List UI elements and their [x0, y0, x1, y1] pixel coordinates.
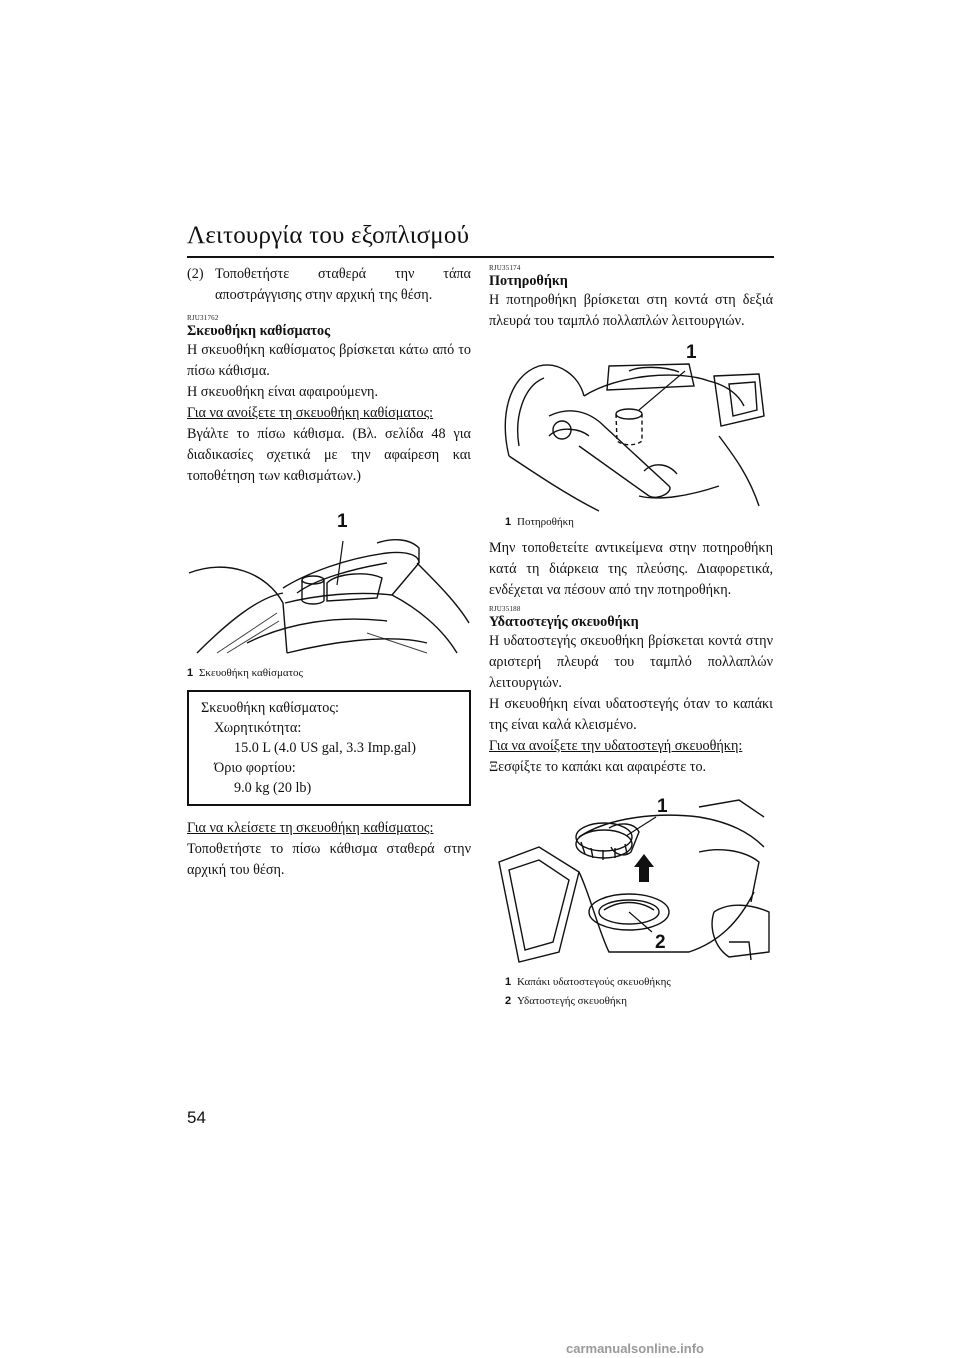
- step-2: [187, 264, 471, 306]
- page-number: 54: [187, 1108, 206, 1127]
- waterproof-storage-illustration: [489, 792, 773, 972]
- figure-caption: [187, 665, 471, 681]
- watermark: carmanualsonline.info: [566, 1341, 704, 1356]
- section-heading-seat-storage: Σκευοθήκη καθίσματος: [187, 323, 331, 339]
- caption-number: 2: [505, 995, 512, 1007]
- section-code: RJU31762: [187, 314, 219, 322]
- caption-text: Σκευοθήκη καθίσματος: [199, 667, 303, 679]
- figure-callout: 2: [655, 932, 666, 953]
- section-heading-waterproof-storage: Υδατοστεγής σκευοθήκη: [489, 614, 639, 630]
- spec-title: Σκευοθήκη καθίσματος:: [201, 700, 339, 716]
- subheading-open-seat-storage: Για να ανοίξετε τη σκευοθήκη καθίσματος:: [187, 405, 434, 421]
- seat-storage-illustration: [187, 503, 471, 663]
- figure-caption: [489, 974, 773, 990]
- paragraph: Η ποτηροθήκη βρίσκεται στη κοντά στη δεξιά πλευρά του ταμπλό πολλαπλών λειτουργιών.: [489, 292, 773, 329]
- caption-number: 1: [505, 976, 512, 988]
- spec-load-label: Όριο φορτίου:: [214, 760, 296, 776]
- caption-number: 1: [505, 516, 512, 528]
- right-column: [489, 264, 773, 1009]
- paragraph: Ξεσφίξτε το καπάκι και αφαιρέστε το.: [489, 759, 707, 775]
- section-heading-cup-holder: Ποτηροθήκη: [489, 273, 568, 289]
- caption-text: Ποτηροθήκη: [517, 516, 574, 528]
- spec-capacity-label: Χωρητικότητα:: [214, 720, 302, 736]
- seat-storage-figure: [187, 503, 471, 663]
- subheading-close-seat-storage: Για να κλείσετε τη σκευοθήκη καθίσματος:: [187, 820, 434, 836]
- figure-caption: [489, 514, 773, 530]
- cup-holder-illustration: [489, 346, 773, 514]
- section-code: RJU35188: [489, 605, 521, 613]
- paragraph-warning: Μην τοποθετείτε αντικείμενα στην ποτηροθήκη κατά τη διάρκεια της πλεύσης. Διαφορετικά, ενδέχεται να πέσουν από την ποτηροθήκη.: [489, 540, 773, 598]
- step-number: (2): [187, 266, 204, 282]
- step-text: Τοποθετήστε σταθερά την τάπα αποστράγγισης στην αρχική της θέση.: [215, 266, 471, 303]
- paragraph: Βγάλτε το πίσω κάθισμα. (Βλ. σελίδα 48 για διαδικασίες σχετικά με την αφαίρεση και τοποθέτηση των καθισμάτων.): [187, 426, 471, 484]
- cup-holder-figure: [489, 342, 773, 514]
- figure-caption: [489, 993, 773, 1009]
- paragraph: Η σκευοθήκη είναι υδατοστεγής όταν το καπάκι της είναι καλά κλεισμένο.: [489, 696, 773, 733]
- spec-box: [187, 690, 471, 806]
- figure-callout: 1: [686, 342, 697, 363]
- header-rule: [187, 256, 774, 258]
- subheading-open-waterproof-storage: Για να ανοίξετε την υδατοστεγή σκευοθήκη:: [489, 738, 743, 754]
- left-column: [187, 264, 471, 881]
- caption-number: 1: [187, 667, 194, 679]
- paragraph: Η σκευοθήκη καθίσματος βρίσκεται κάτω από το πίσω κάθισμα.: [187, 342, 471, 379]
- paragraph: Τοποθετήστε το πίσω κάθισμα σταθερά στην αρχική του θέση.: [187, 841, 471, 878]
- figure-callout: 1: [657, 796, 668, 817]
- spec-capacity-value: 15.0 L (4.0 US gal, 3.3 Imp.gal): [234, 740, 416, 756]
- section-code: RJU35174: [489, 264, 521, 272]
- waterproof-storage-figure: [489, 792, 773, 972]
- spec-load-value: 9.0 kg (20 lb): [234, 780, 312, 796]
- figure-callout: 1: [337, 511, 348, 532]
- paragraph: Η υδατοστεγής σκευοθήκη βρίσκεται κοντά στην αριστερή πλευρά του ταμπλό πολλαπλών λειτουργιών.: [489, 633, 773, 691]
- caption-text: Υδατοστεγής σκευοθήκη: [517, 995, 627, 1007]
- caption-text: Καπάκι υδατοστεγούς σκευοθήκης: [517, 976, 671, 988]
- page-title: Λειτουργία του εξοπλισμού: [187, 222, 470, 249]
- paragraph: Η σκευοθήκη είναι αφαιρούμενη.: [187, 384, 378, 400]
